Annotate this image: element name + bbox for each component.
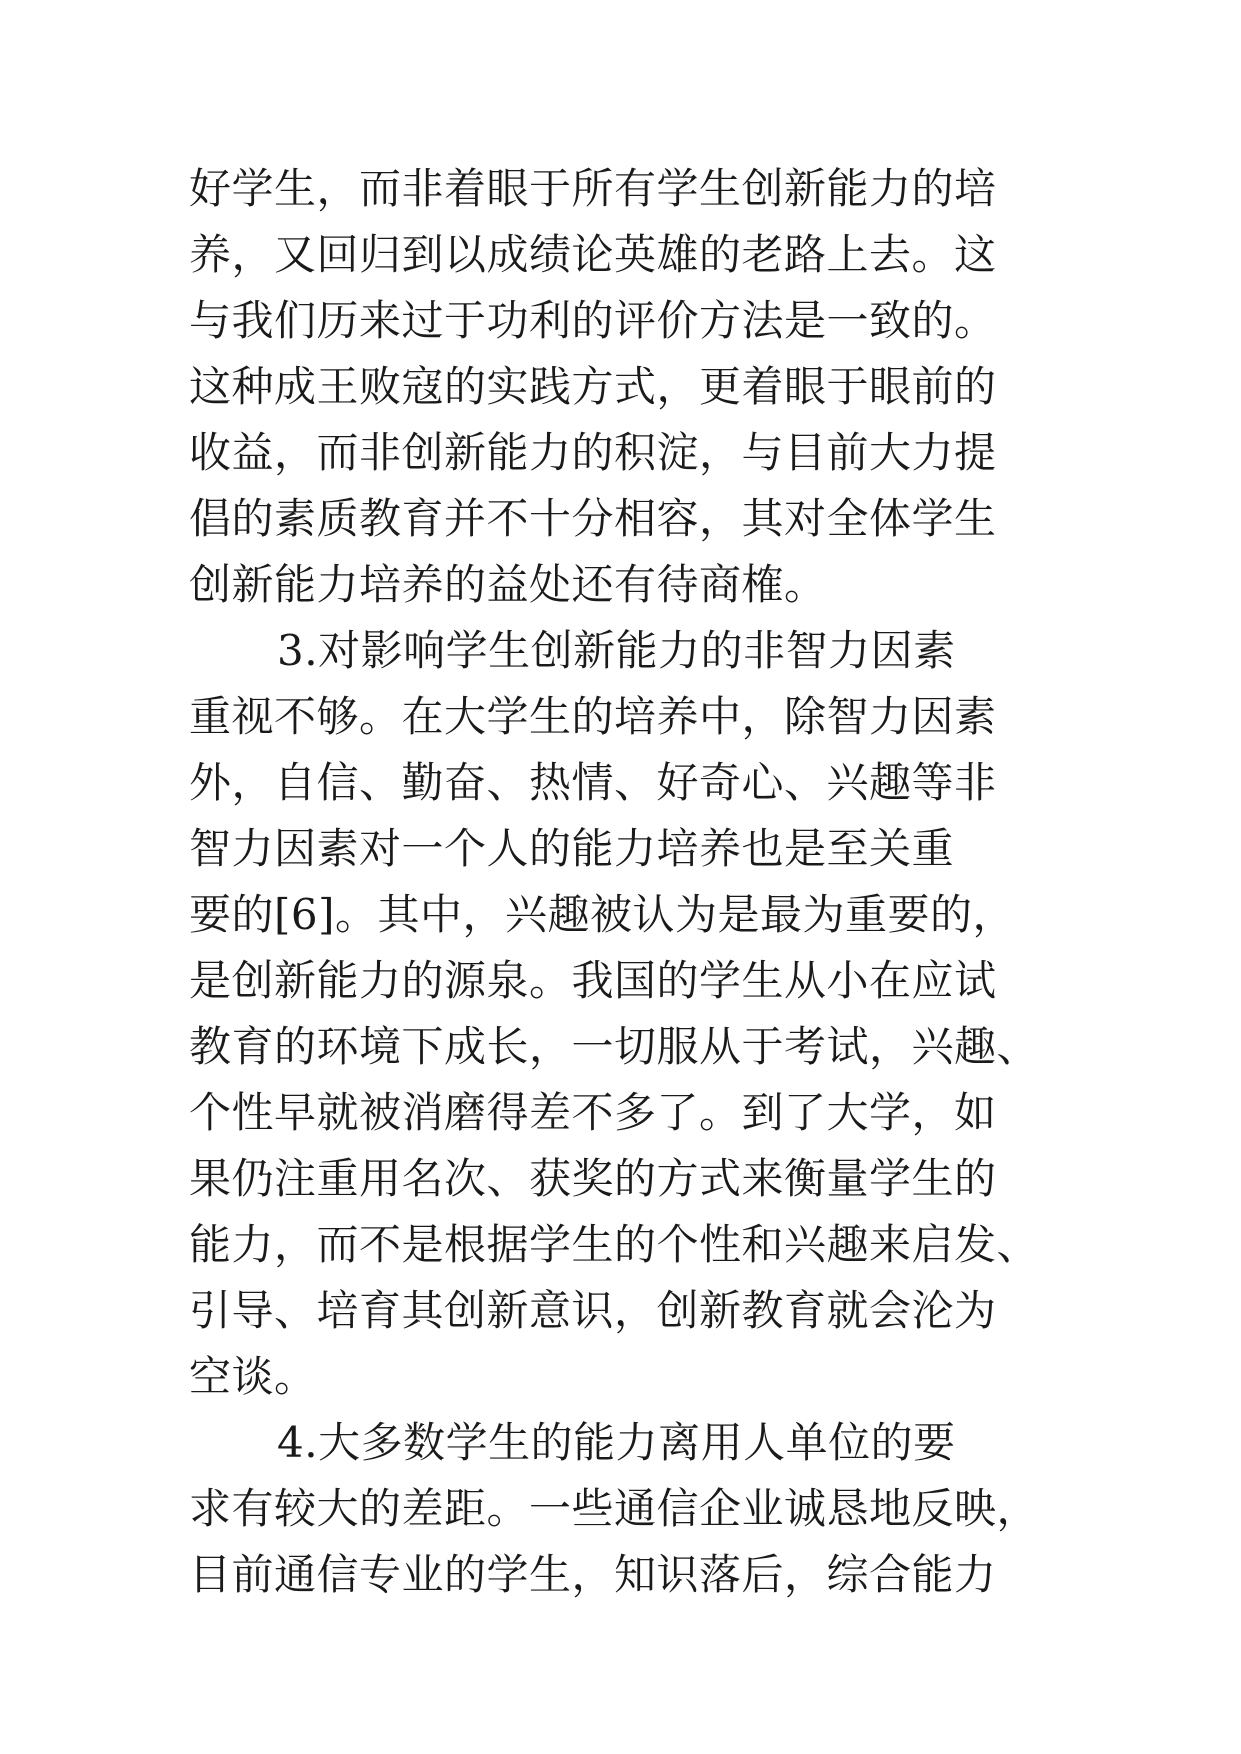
text-line: 与我们历来过于功利的评价方法是一致的。 bbox=[189, 296, 997, 345]
text-line: 要的[6]。其中，兴趣被认为是最为重要的， bbox=[189, 890, 1015, 939]
text-line: 个性早就被消磨得差不多了。到了大学，如 bbox=[189, 1088, 997, 1137]
body-text bbox=[189, 156, 1069, 1608]
text-line: 求有较大的差距。一些通信企业诚恳地反映， bbox=[189, 1484, 1040, 1533]
text-line: 能力，而不是根据学生的个性和兴趣来启发、 bbox=[189, 1220, 1040, 1269]
text-line: 收益，而非创新能力的积淀，与目前大力提 bbox=[189, 428, 997, 477]
text-line: 空谈。 bbox=[189, 1352, 317, 1401]
section-heading-3: 3.对影响学生创新能力的非智力因素 bbox=[277, 626, 956, 675]
text-line: 这种成王败寇的实践方式，更着眼于眼前的 bbox=[189, 362, 997, 411]
text-line: 目前通信专业的学生，知识落后，综合能力 bbox=[189, 1550, 997, 1599]
text-line: 倡的素质教育并不十分相容，其对全体学生 bbox=[189, 494, 997, 543]
text-line: 是创新能力的源泉。我国的学生从小在应试 bbox=[189, 956, 997, 1005]
text-line: 外，自信、勤奋、热情、好奇心、兴趣等非 bbox=[189, 758, 997, 807]
text-line: 重视不够。在大学生的培养中，除智力因素 bbox=[189, 692, 997, 741]
text-line: 果仍注重用名次、获奖的方式来衡量学生的 bbox=[189, 1154, 997, 1203]
text-line: 引导、培育其创新意识，创新教育就会沦为 bbox=[189, 1286, 997, 1335]
text-line: 智力因素对一个人的能力培养也是至关重 bbox=[189, 824, 955, 873]
text-line: 创新能力培养的益处还有待商榷。 bbox=[189, 560, 827, 609]
text-line: 养，又回归到以成绩论英雄的老路上去。这 bbox=[189, 230, 997, 279]
section-heading-4: 4.大多数学生的能力离用人单位的要 bbox=[277, 1418, 956, 1467]
text-line: 好学生，而非着眼于所有学生创新能力的培 bbox=[189, 164, 997, 213]
text-line: 教育的环境下成长，一切服从于考试，兴趣、 bbox=[189, 1022, 1040, 1071]
